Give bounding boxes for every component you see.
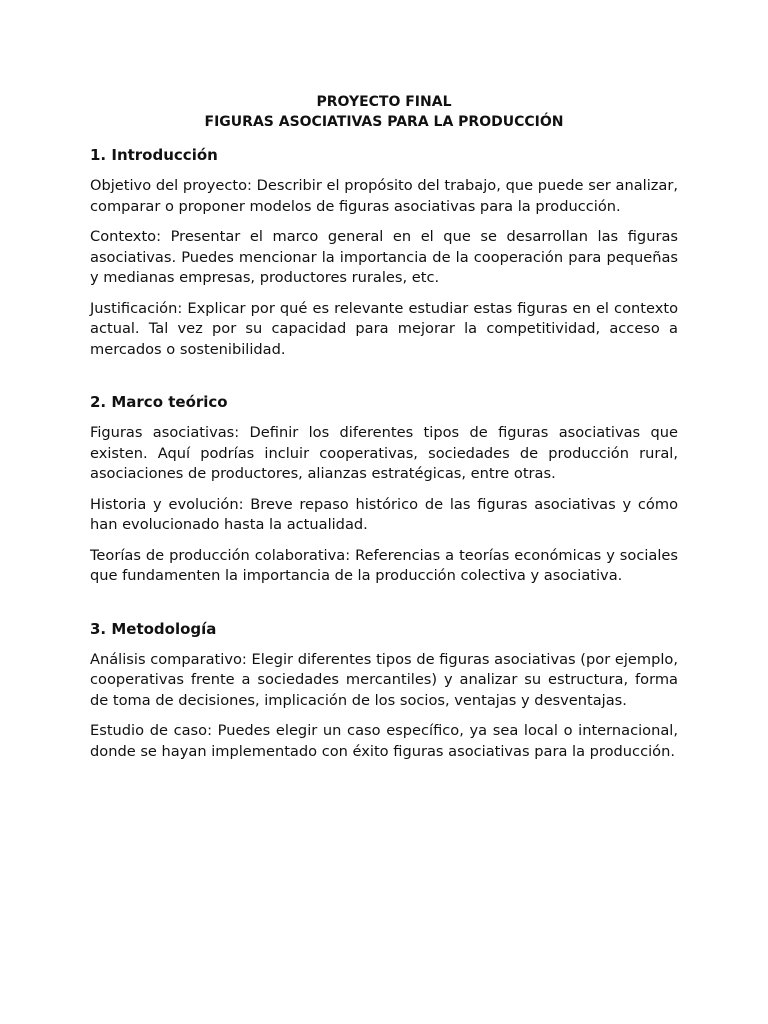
paragraph-teorias: Teorías de producción colaborativa: Referencias a teorías económicas y sociales que fundamenten la importancia de la producción colectiva y asociativa. bbox=[90, 546, 678, 584]
paragraph-analisis-comparativo: Análisis comparativo: Elegir diferentes tipos de figuras asociativas (por ejemplo, cooperativas frente a sociedades mercantiles) y analizar su estructura, forma de toma de decisiones, implicación de los socios, ventajas y desventajas. bbox=[90, 650, 678, 709]
paragraph-estudio-de-caso: Estudio de caso: Puedes elegir un caso específico, ya sea local o internacional, donde se hayan implementado con éxito figuras asociativas para la producción. bbox=[90, 722, 678, 760]
paragraph-objetivo: Objetivo del proyecto: Describir el propósito del trabajo, que puede ser analizar, comparar o proponer modelos de figuras asociativas para la producción. bbox=[90, 177, 678, 215]
document-page bbox=[90, 92, 678, 762]
paragraph-justificacion: Justificación: Explicar por qué es relevante estudiar estas figuras en el contexto actual. Tal vez por su capacidad para mejorar la competitividad, acceso a mercados o sostenibilidad. bbox=[90, 299, 678, 358]
section-heading-metodologia: 3. Metodología bbox=[90, 619, 217, 638]
paragraph-historia: Historia y evolución: Breve repaso histórico de las figuras asociativas y cómo han evolucionado hasta la actualidad. bbox=[90, 495, 678, 533]
title-line-2: FIGURAS ASOCIATIVAS PARA LA PRODUCCIÓN bbox=[204, 114, 564, 130]
paragraph-contexto: Contexto: Presentar el marco general en el que se desarrollan las figuras asociativas. Puedes mencionar la importancia de la cooperación para pequeñas y medianas empresas, productores rurales, etc. bbox=[90, 228, 678, 286]
document-title bbox=[90, 92, 678, 132]
title-line-1: PROYECTO FINAL bbox=[316, 94, 452, 110]
section-heading-introduccion: 1. Introducción bbox=[90, 146, 218, 164]
section-heading-marco-teorico: 2. Marco teórico bbox=[90, 393, 228, 411]
paragraph-figuras-asociativas: Figuras asociativas: Definir los diferentes tipos de figuras asociativas que existen. Aquí podrías incluir cooperativas, sociedades de producción rural, asociaciones de productores, alianzas estratégicas, entre otras. bbox=[90, 424, 678, 482]
